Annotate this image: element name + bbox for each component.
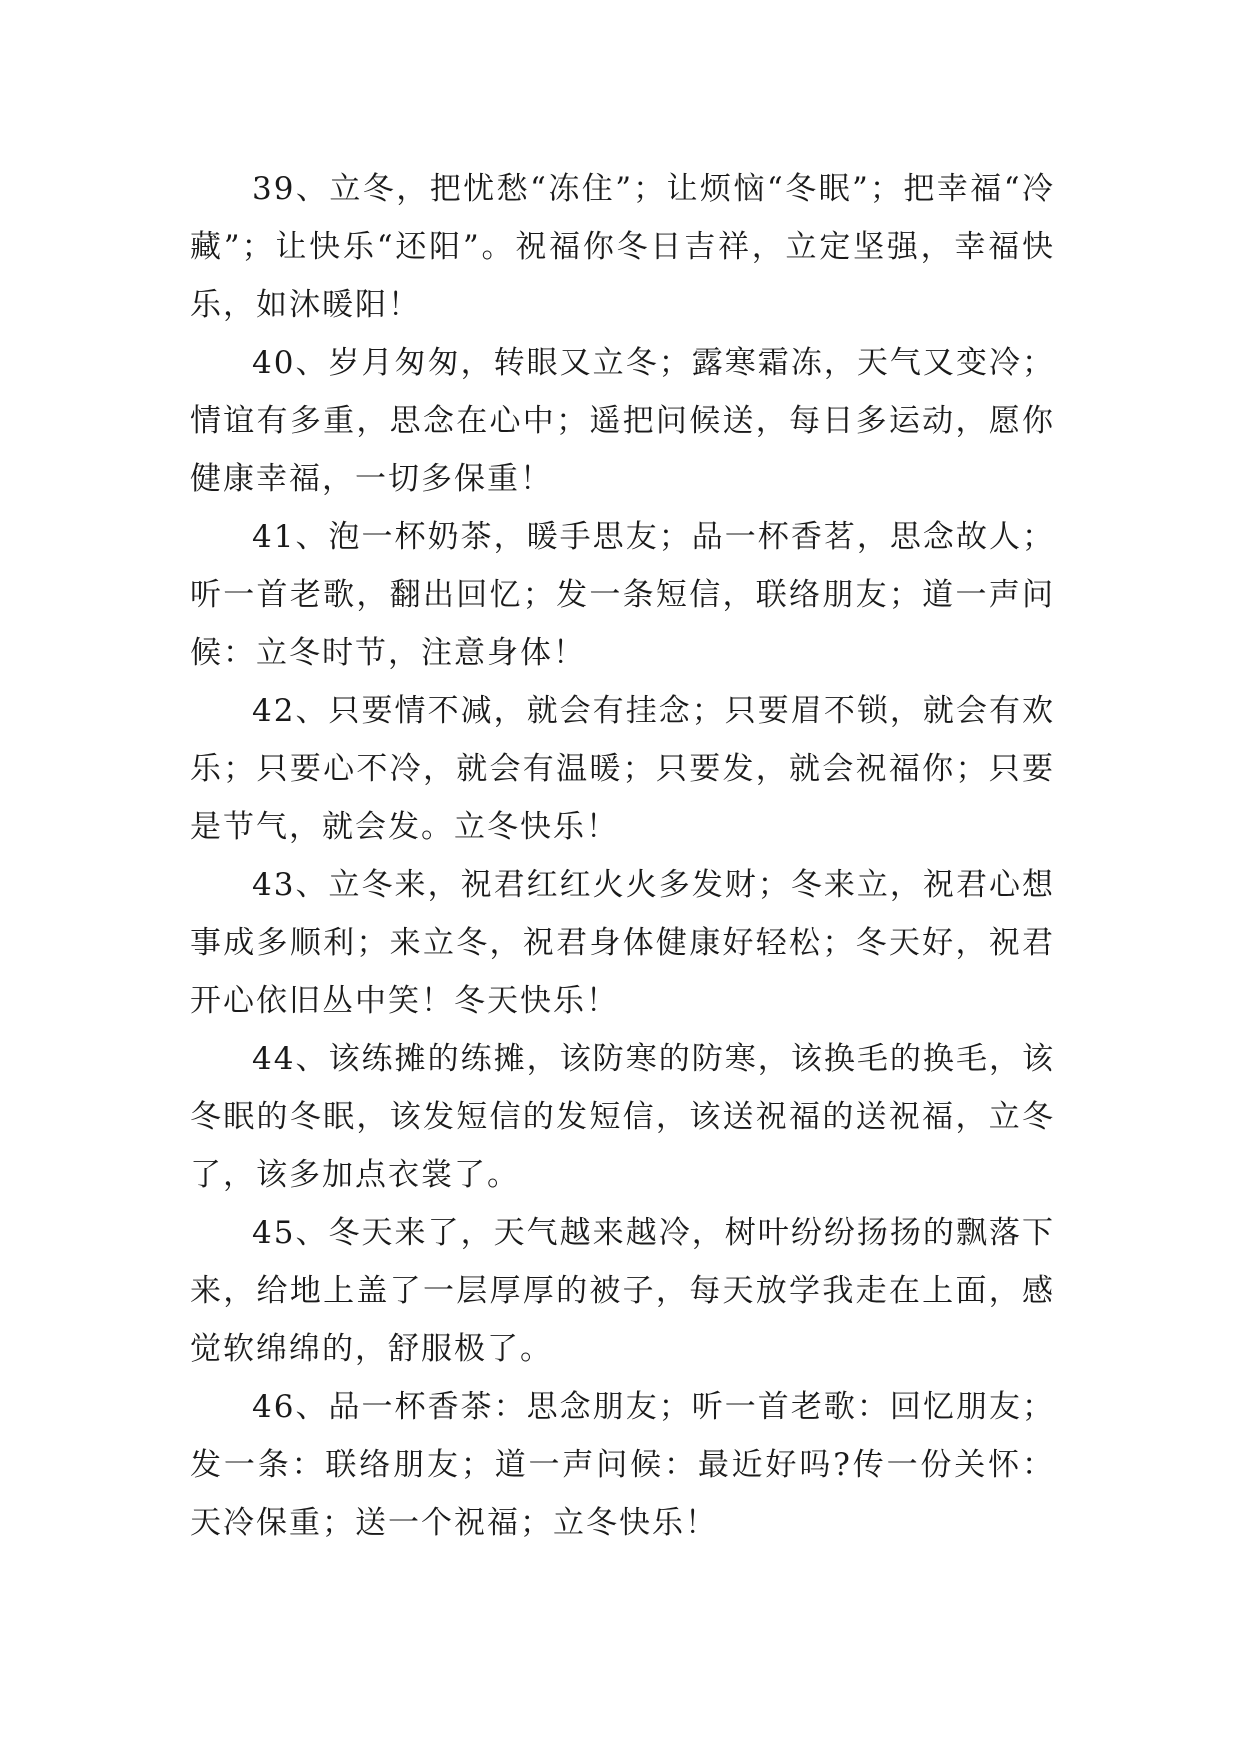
paragraph-42: 42、只要情不减，就会有挂念；只要眉不锁，就会有欢乐；只要心不冷，就会有温暖；只要发，就会祝福你；只要是节气，就会发。立冬快乐！ <box>190 693 1055 845</box>
paragraph-41: 41、泡一杯奶茶，暖手思友；品一杯香茗，思念故人；听一首老歌，翻出回忆；发一条短信，联络朋友；道一声问候：立冬时节，注意身体！ <box>190 519 1055 671</box>
paragraph-39: 39、立冬，把忧愁“冻住”；让烦恼“冬眠”；把幸福“冷藏”；让快乐“还阳”。祝福你冬日吉祥，立定坚强，幸福快乐，如沐暖阳！ <box>190 171 1055 323</box>
document-body <box>190 160 1055 1552</box>
paragraph-46: 46、品一杯香茶：思念朋友；听一首老歌：回忆朋友；发一条：联络朋友；道一声问候：最近好吗?传一份关怀：天冷保重；送一个祝福；立冬快乐！ <box>190 1389 1055 1541</box>
paragraph-40: 40、岁月匆匆，转眼又立冬；露寒霜冻，天气又变冷；情谊有多重，思念在心中；遥把问候送，每日多运动，愿你健康幸福，一切多保重！ <box>190 345 1055 497</box>
paragraph-44: 44、该练摊的练摊，该防寒的防寒，该换毛的换毛，该冬眠的冬眠，该发短信的发短信，该送祝福的送祝福，立冬了，该多加点衣裳了。 <box>190 1041 1055 1193</box>
paragraph-43: 43、立冬来，祝君红红火火多发财；冬来立，祝君心想事成多顺利；来立冬，祝君身体健康好轻松；冬天好，祝君开心依旧丛中笑！冬天快乐！ <box>190 867 1055 1019</box>
paragraph-45: 45、冬天来了，天气越来越冷，树叶纷纷扬扬的飘落下来，给地上盖了一层厚厚的被子，每天放学我走在上面，感觉软绵绵的，舒服极了。 <box>190 1215 1055 1367</box>
